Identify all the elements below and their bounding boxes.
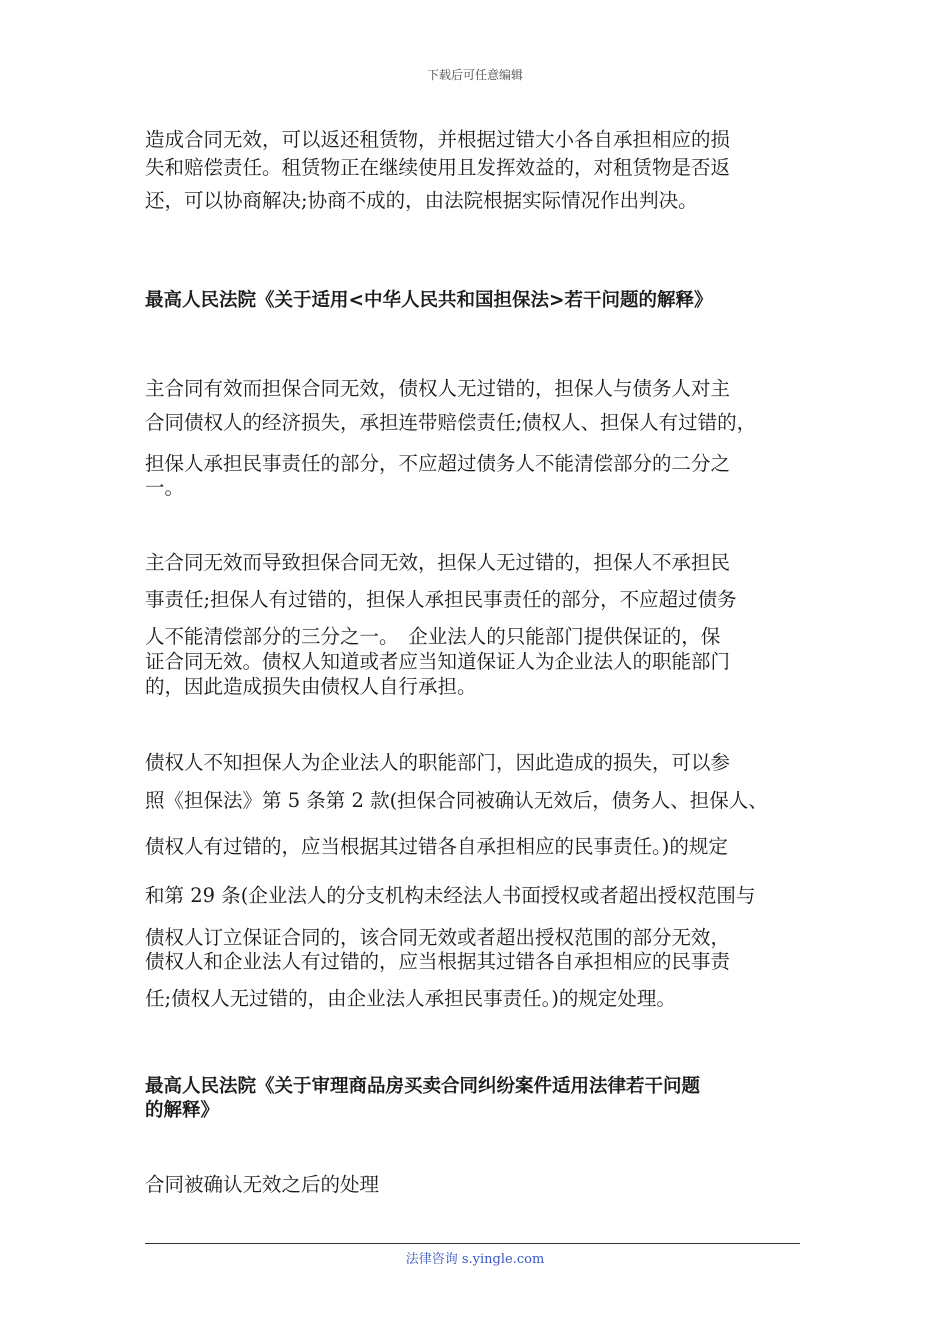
body-text-line: 造成合同无效，可以返还租赁物，并根据过错大小各自承担相应的损	[145, 128, 731, 151]
body-text-line: 失和赔偿责任。租赁物正在继续使用且发挥效益的，对租赁物是否返	[145, 156, 731, 179]
footer-divider	[145, 1243, 800, 1244]
body-text-line: 照《担保法》第 5 条第 2 款(担保合同被确认无效后，债务人、担保人、	[145, 789, 768, 812]
body-text-line: 还，可以协商解决;协商不成的，由法院根据实际情况作出判决。	[145, 189, 698, 212]
body-text-line: 人不能清偿部分的三分之一。 企业法人的只能部门提供保证的，保	[145, 625, 721, 648]
body-text-line: 合同债权人的经济损失，承担连带赔偿责任;债权人、担保人有过错的，	[145, 411, 757, 434]
body-text-line: 证合同无效。债权人知道或者应当知道保证人为企业法人的职能部门	[145, 650, 731, 673]
page-footer-link[interactable]: 法律咨询 s.yingle.com	[405, 1252, 545, 1267]
section-heading: 的解释》	[145, 1100, 220, 1121]
section-heading: 最高人民法院《关于适用<中华人民共和国担保法>若干问题的解释》	[145, 290, 713, 311]
body-text-line: 一。	[145, 476, 185, 499]
body-text-line: 债权人有过错的，应当根据其过错各自承担相应的民事责任。)的规定	[145, 835, 728, 858]
body-text-line: 主合同有效而担保合同无效，债权人无过错的，担保人与债务人对主	[145, 377, 731, 400]
body-text-line: 的，因此造成损失由债权人自行承担。	[145, 675, 477, 698]
body-text-line: 担保人承担民事责任的部分，不应超过债务人不能清偿部分的二分之	[145, 452, 731, 475]
body-text-line: 事责任;担保人有过错的，担保人承担民事责任的部分，不应超过债务	[145, 588, 737, 611]
section-heading: 最高人民法院《关于审理商品房买卖合同纠纷案件适用法律若干问题	[145, 1076, 701, 1097]
page-header: 下载后可任意编辑	[426, 68, 523, 82]
body-text-line: 债权人和企业法人有过错的，应当根据其过错各自承担相应的民事责	[145, 950, 731, 973]
body-text-line: 和第 29 条(企业法人的分支机构未经法人书面授权或者超出授权范围与	[145, 884, 756, 907]
body-text-line: 债权人订立保证合同的，该合同无效或者超出授权范围的部分无效，	[145, 926, 731, 949]
body-text-line: 债权人不知担保人为企业法人的职能部门，因此造成的损失，可以参	[145, 751, 731, 774]
body-text-line: 合同被确认无效之后的处理	[145, 1173, 380, 1196]
body-text-line: 任;债权人无过错的，由企业法人承担民事责任。)的规定处理。	[145, 987, 676, 1010]
body-text-line: 主合同无效而导致担保合同无效，担保人无过错的，担保人不承担民	[145, 551, 731, 574]
